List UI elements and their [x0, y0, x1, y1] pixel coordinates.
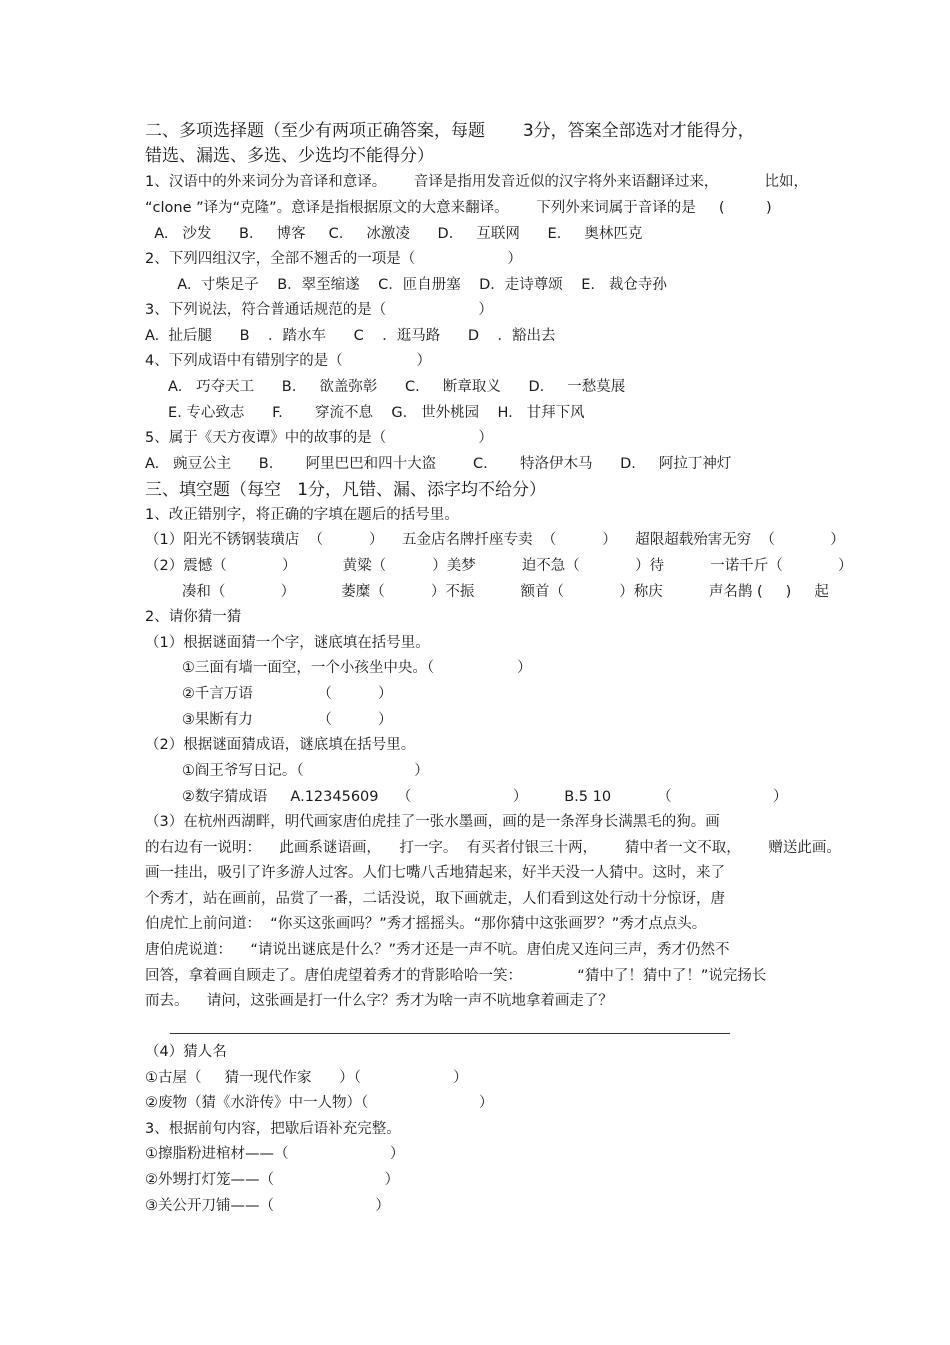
fill-q2-stem: 2、请你猜一猜 — [145, 609, 242, 625]
riddle-part2-item1: ①阎王爷写日记。（ ） — [145, 763, 429, 779]
q2-options: A. 寸柴足子 B．翠至缩遂 C．匝自册塞 D．走诗尊颂 E. 裁仓寺孙 — [145, 277, 667, 293]
riddle-part1-item2: ②千言万语 （ ） — [145, 686, 393, 702]
q5-options: A. 豌豆公主 B. 阿里巴巴和四十大盗 C. 特洛伊木马 D. 阿拉丁神灯 — [145, 456, 732, 472]
section3-title: 三、填空题（每空 1分，凡错、漏、添字均不给分） — [145, 480, 547, 500]
story-line1: （3）在杭州西湖畔，明代画家唐伯虎挂了一张水墨画，画的是一条浑身长满黑毛的狗。画 — [145, 814, 720, 830]
fill-q1-row2: （2）震憾（ ） 黄粱（ ）美梦 迫不急（ ）待 一诺千斤（ ） — [145, 558, 853, 574]
riddle-part4-item2: ②废物（猜《水浒传》中一人物）（ ） — [145, 1095, 494, 1111]
section2-title-line2: 错选、漏选、多选、少选均不能得分） — [145, 146, 434, 166]
answer-line — [170, 1033, 730, 1034]
story-line2: 的右边有一说明： 此画系谜语画， 打一字。 有买者付银三十两， 猜中者一文不取， 赠送此画。 — [145, 840, 841, 856]
riddle-part4-item1: ①古屋（ 猜一现代作家 ）（ ） — [145, 1070, 468, 1086]
q3-options: A. 扯后腿 B ．踏水车 C ．逛马路 D ．豁出去 — [145, 328, 556, 344]
riddle-part4-heading: （4）猜人名 — [145, 1044, 227, 1060]
story-line3: 画一挂出，吸引了许多游人过客。人们七嘴八舌地猜起来，好半天没一人猜中。这时，来了 — [145, 865, 725, 881]
story-line7: 回答，拿着画自顾走了。唐伯虎望着秀才的背影哈哈一笑： “猜中了！猜中了！”说完扬长 — [145, 968, 767, 984]
fill-q1-stem: 1、改正错别字，将正确的字填在题后的括号里。 — [145, 507, 459, 523]
q1-line1: 1、汉语中的外来词分为音译和意译。 音译是指用发音近似的汉字将外来语翻译过来， 比如， — [145, 174, 808, 190]
xiehouyu-item3: ③关公开刀铺——（ ） — [145, 1198, 390, 1214]
riddle-part2-item2: ②数字猜成语 A.12345609 （ ） B.5 10 （ ） — [145, 789, 788, 805]
q3-stem: 3、下列说法，符合普通话规范的是（ ） — [145, 302, 493, 318]
story-line8: 而去。 请问，这张画是打一什么字？秀才为啥一声不吭地拿着画走了？ — [145, 993, 613, 1009]
section2-title-line1: 二、多项选择题（至少有两项正确答案，每题 3分，答案全部选对才能得分， — [145, 121, 755, 141]
q2-stem: 2、下列四组汉字，全部不翘舌的一项是（ ） — [145, 251, 522, 267]
story-line5: 伯虎忙上前问道： “你买这张画吗？”秀才摇摇头。“那你猜中这张画罗？”秀才点点头。 — [145, 916, 707, 932]
fill-q3-stem: 3、根据前句内容，把歇后语补充完整。 — [145, 1121, 401, 1137]
xiehouyu-item2: ②外甥打灯笼——（ ） — [145, 1172, 400, 1188]
riddle-part1-item1: ①三面有墙一面空，一个小孩坐中央。（ ） — [145, 660, 532, 676]
riddle-part1-item3: ③果断有力 （ ） — [145, 712, 393, 728]
riddle-part2-heading: （2）根据谜面猜成语，谜底填在括号里。 — [145, 737, 416, 753]
q4-stem: 4、下列成语中有错别字的是（ ） — [145, 353, 431, 369]
fill-q1-row3: 凑和（ ） 萎糜（ ）不振 额首（ ）称庆 声名鹊 ( ) 起 — [145, 584, 829, 600]
fill-q1-row1: （1）阳光不锈钢装璜店 （ ） 五金店名牌扦座专卖 （ ） 超限超载殆害无穷 （ ） — [145, 532, 845, 548]
q1-line2: “clone ”译为“克隆”。意译是指根据原文的大意来翻译。 下列外来词属于音译的是 ( ) — [145, 200, 772, 216]
q5-stem: 5、属于《天方夜谭》中的故事的是（ ） — [145, 430, 493, 446]
xiehouyu-item1: ①擦脂粉进棺材——（ ） — [145, 1146, 405, 1162]
q4-options-row1: A. 巧夺天工 B. 欲盖弥彰 C. 断章取义 D. 一愁莫展 — [145, 379, 626, 395]
riddle-part1-heading: （1）根据谜面猜一个字，谜底填在括号里。 — [145, 635, 430, 651]
q4-options-row2: E. 专心致志 F. 穿流不息 G. 世外桃园 H. 甘拜下风 — [145, 405, 585, 421]
story-line4: 个秀才，站在画前，品赏了一番，二话没说，取下画就走，人们看到这处行动十分惊讶，唐 — [145, 891, 725, 907]
q1-options: A. 沙发 B. 博客 C. 冰激凌 D. 互联网 E. 奥林匹克 — [145, 226, 643, 242]
story-line6: 唐伯虎说道： “请说出谜底是什么？”秀才还是一声不吭。唐伯虎又连问三声，秀才仍然不 — [145, 942, 730, 958]
